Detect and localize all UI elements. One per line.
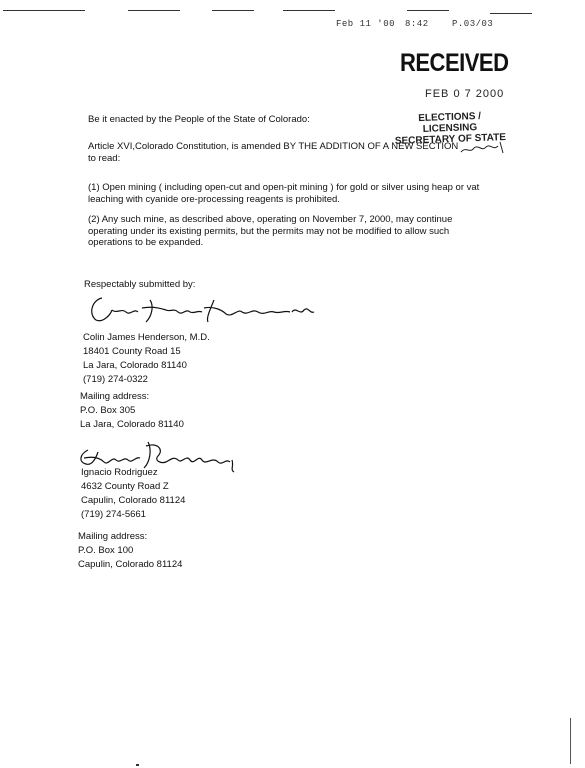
proponent-2-phone: (719) 274-5661 (81, 509, 146, 520)
proponent-1-mailing-city: La Jara, Colorado 81140 (80, 419, 184, 430)
proponent-2-mailing-box: P.O. Box 100 (78, 545, 134, 556)
proponent-2-mailing (78, 530, 182, 572)
section-2: (2) Any such mine, as described above, operating on November 7, 2000, may continue operating under its existing permits, but the permits may not be modified to allow such operations to be expanded. (88, 214, 453, 248)
proponent-1-name: Colin James Henderson, M.D. (83, 332, 210, 343)
scan-speck (136, 764, 139, 766)
header-rule-2 (128, 10, 180, 11)
header-rule-3 (212, 10, 254, 11)
fax-header-date: Feb 11 '00 (336, 19, 396, 29)
signature-henderson (82, 290, 317, 328)
proponent-2-city: Capulin, Colorado 81124 (81, 495, 186, 506)
proponent-1-city: La Jara, Colorado 81140 (83, 360, 187, 371)
proponent-2-mailing-label: Mailing address: (78, 531, 148, 542)
proponent-2-mailing-city: Capulin, Colorado 81124 (78, 559, 183, 570)
received-stamp-date: FEB 0 7 2000 (425, 88, 505, 100)
proponent-1-mailing (80, 390, 184, 432)
header-rule-5 (407, 10, 449, 11)
proponent-2-name: Ignacio Rodriguez (81, 467, 158, 478)
proponent-1-mailing-label: Mailing address: (80, 391, 150, 402)
fax-header-time: 8:42 (405, 19, 429, 29)
header-rule-4 (283, 10, 335, 11)
proponent-1-phone: (719) 274-0322 (83, 374, 148, 385)
stamp-office-line1: ELECTIONS / LICENSING (418, 110, 482, 135)
scan-edge-mark (570, 718, 571, 764)
article-amendment: Article XVI,Colorado Constitution, is amended BY THE ADDITION OF A NEW SECTION to read: (88, 141, 459, 164)
section-1: (1) Open mining ( including open-cut and open-pit mining ) for gold or silver using heap or vat leaching with cyanide ore-processing reagents is prohibited. (88, 182, 480, 205)
submitted-by-label: Respectably submitted by: (84, 279, 196, 290)
proponent-1-block (83, 331, 210, 387)
proponent-2-block (81, 466, 185, 522)
stamp-office-line2: SECRETARY OF STATE (394, 132, 507, 147)
header-rule-1 (3, 10, 85, 11)
handwritten-annotation (458, 138, 506, 158)
received-stamp: RECEIVED (400, 48, 509, 77)
enactment-clause: Be it enacted by the People of the State of Colorado: (88, 114, 310, 125)
header-rule-6 (490, 13, 532, 14)
proponent-1-street: 18401 County Road 15 (83, 346, 181, 357)
fax-header-page: P.03/03 (452, 19, 494, 29)
proponent-1-mailing-box: P.O. Box 305 (80, 405, 136, 416)
proponent-2-street: 4632 County Road Z (81, 481, 169, 492)
